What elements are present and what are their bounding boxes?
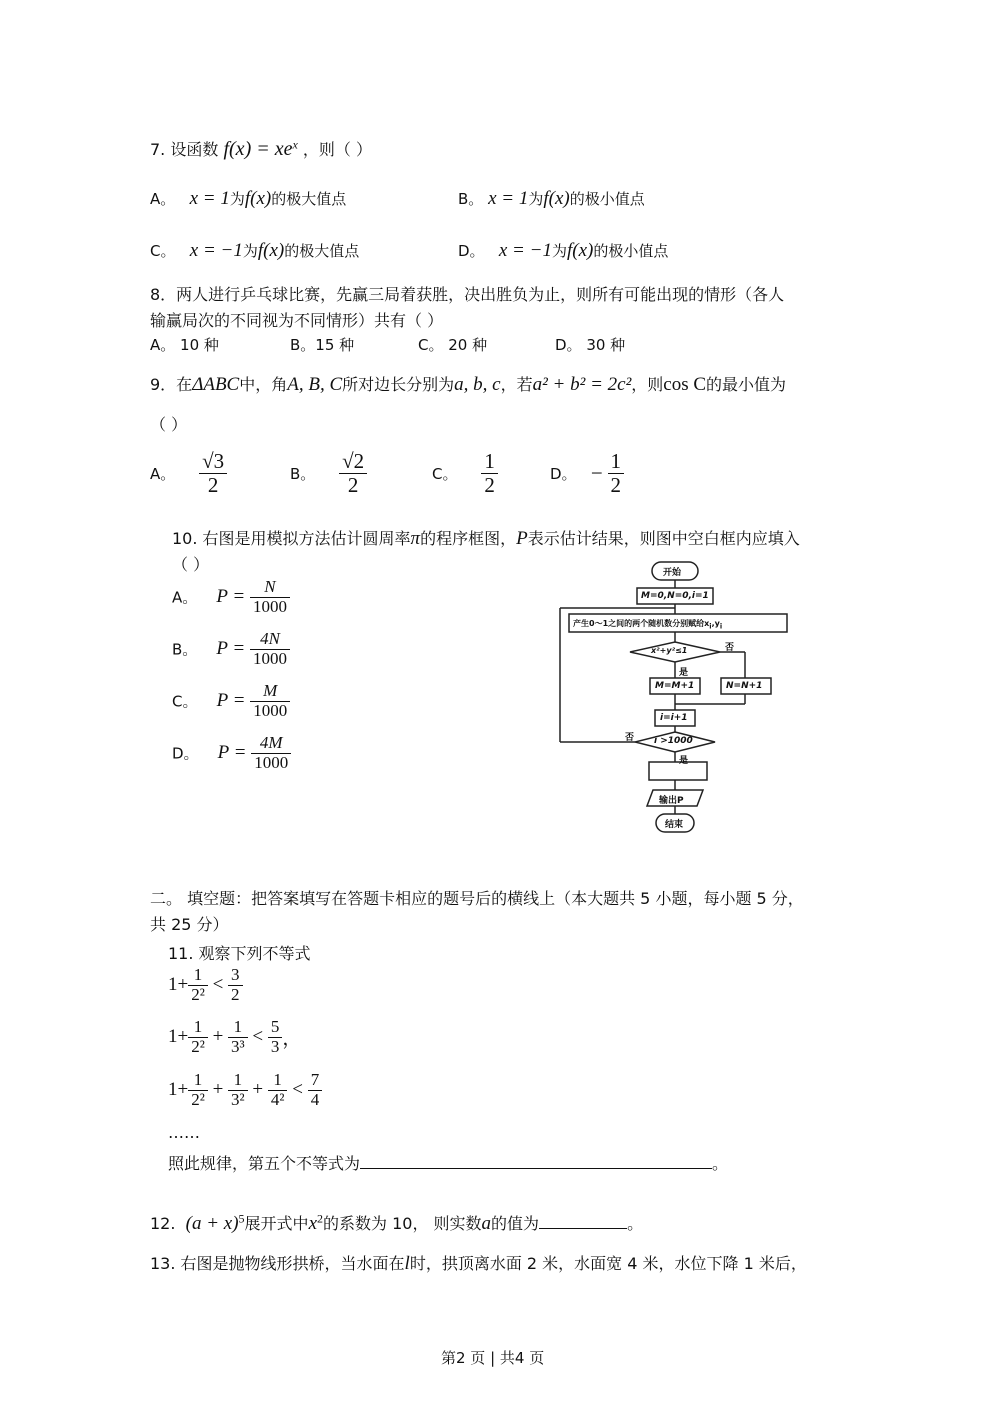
q11-inequality-2: 1+ $\frac{1}{\text{2²}}$ + $\frac{1}{\text{3³}}$ < $\frac{5}{3}$ ，	[168, 1017, 302, 1056]
q10-option-b: B。 P = $\frac{4N}{1000}$	[172, 630, 290, 668]
q7-option-c: C。 x = −1为f(x)的极大值点	[150, 240, 360, 261]
q9-paren: （ ）	[150, 415, 188, 434]
section2-line2: 共 25 分）	[150, 915, 229, 934]
q7-function: f(x) = xe	[223, 138, 293, 160]
no-label-2: 否	[625, 733, 635, 743]
q8-option-c: C。 20 种	[418, 336, 488, 354]
q10-option-c: C。 P = $\frac{M}{1000}$	[172, 682, 290, 720]
q13-stem: 13. 右图是抛物线形拱桥，当水面在l时，拱顶离水面 2 米，水面宽 4 米，水位下降 1 米后，	[150, 1253, 807, 1274]
q10-paren: （ ）	[172, 555, 210, 574]
yes-label-2: 是	[679, 756, 689, 766]
q7-number: 7.	[150, 140, 166, 159]
q9-option-a: A。 $\frac{√3}{2}$	[150, 450, 227, 497]
condition-2-label: i >1000	[654, 736, 693, 746]
q9-option-d: D。 − $\frac{1}{2}$	[550, 450, 624, 497]
generate-label: 产生0～1之间的两个随机数分别赋给$x_i,y_i$	[573, 619, 723, 631]
output-label: 输出P	[659, 796, 684, 806]
q7-option-d: D。 x = −1为f(x)的极小值点	[458, 240, 669, 261]
q7-stem: 7. 设函数 $f(x) = xe^x$ ，则（ ）	[150, 137, 372, 160]
q9-stem: 9．在ΔABC中，角A, B, C所对边长分别为a, b, c，若a² + b² = 2c²，则cos C的最小值为	[150, 374, 787, 395]
q11-final: 照此规律，第五个不等式为 。	[168, 1150, 728, 1174]
start-label: 开始	[663, 568, 682, 578]
q8-line2: 输赢局次的不同视为不同情形）共有（ ）	[150, 311, 444, 330]
q10-option-d: D。 P = $\frac{4M}{1000}$	[172, 734, 291, 772]
q11-title: 11. 观察下列不等式	[168, 944, 311, 963]
q11-inequality-1: 1+ $\frac{1}{\text{2²}}$ < $\frac{3}{2}$	[168, 966, 243, 1004]
blank-box	[649, 762, 707, 780]
q7-option-a: A。 x = 1为f(x)的极大值点	[150, 188, 347, 209]
q11-answer-blank[interactable]	[360, 1150, 712, 1169]
q8-line1: 8．两人进行乒乓球比赛，先赢三局着获胜，决出胜负为止，则所有可能出现的情形（各人	[150, 285, 785, 304]
q8-option-b: B。15 种	[290, 336, 355, 354]
n-increment-label: N=N+1	[726, 681, 763, 691]
q12-stem: 12. $(a + x)^5$展开式中$x^2$的系数为 10， 则实数a的值为 。	[150, 1211, 644, 1234]
m-increment-label: M=M+1	[655, 681, 695, 691]
q9-option-b: B。 $\frac{√2}{2}$	[290, 450, 367, 497]
q7-option-b: B。 x = 1为f(x)的极小值点	[458, 188, 645, 209]
q8-option-a: A。 10 种	[150, 336, 219, 354]
end-label: 结束	[665, 820, 684, 830]
q9-option-c: C。 $\frac{1}{2}$	[432, 450, 498, 497]
q12-answer-blank[interactable]	[539, 1212, 627, 1229]
init-label: M=0,N=0,i=1	[641, 591, 709, 601]
q11-inequality-3: 1+ $\frac{1}{\text{2²}}$ + $\frac{1}{\text{3²}}$ + $\frac{1}{\text{4²}}$ < $\frac{7}{4}$	[168, 1071, 322, 1109]
q10-stem: 10. 右图是用模拟方法估计圆周率π的程序框图，P表示估计结果，则图中空白框内应填入	[172, 528, 800, 549]
section2-line1: 二。 填空题：把答案填写在答题卡相应的题号后的横线上（本大题共 5 小题，每小题 5 分，	[150, 889, 804, 908]
i-increment-label: i=i+1	[660, 713, 688, 723]
yes-label-1: 是	[679, 668, 689, 678]
page-footer: 第2 页 | 共4 页	[441, 1349, 545, 1367]
flowchart	[555, 560, 795, 840]
condition-1-label: x²+y²≤1	[651, 646, 688, 655]
q8-option-d: D。 30 种	[555, 336, 626, 354]
q10-option-a: A。 P = $\frac{N}{1000}$	[172, 578, 290, 616]
q11-dots: ……	[168, 1123, 200, 1142]
no-label-1: 否	[725, 643, 735, 653]
